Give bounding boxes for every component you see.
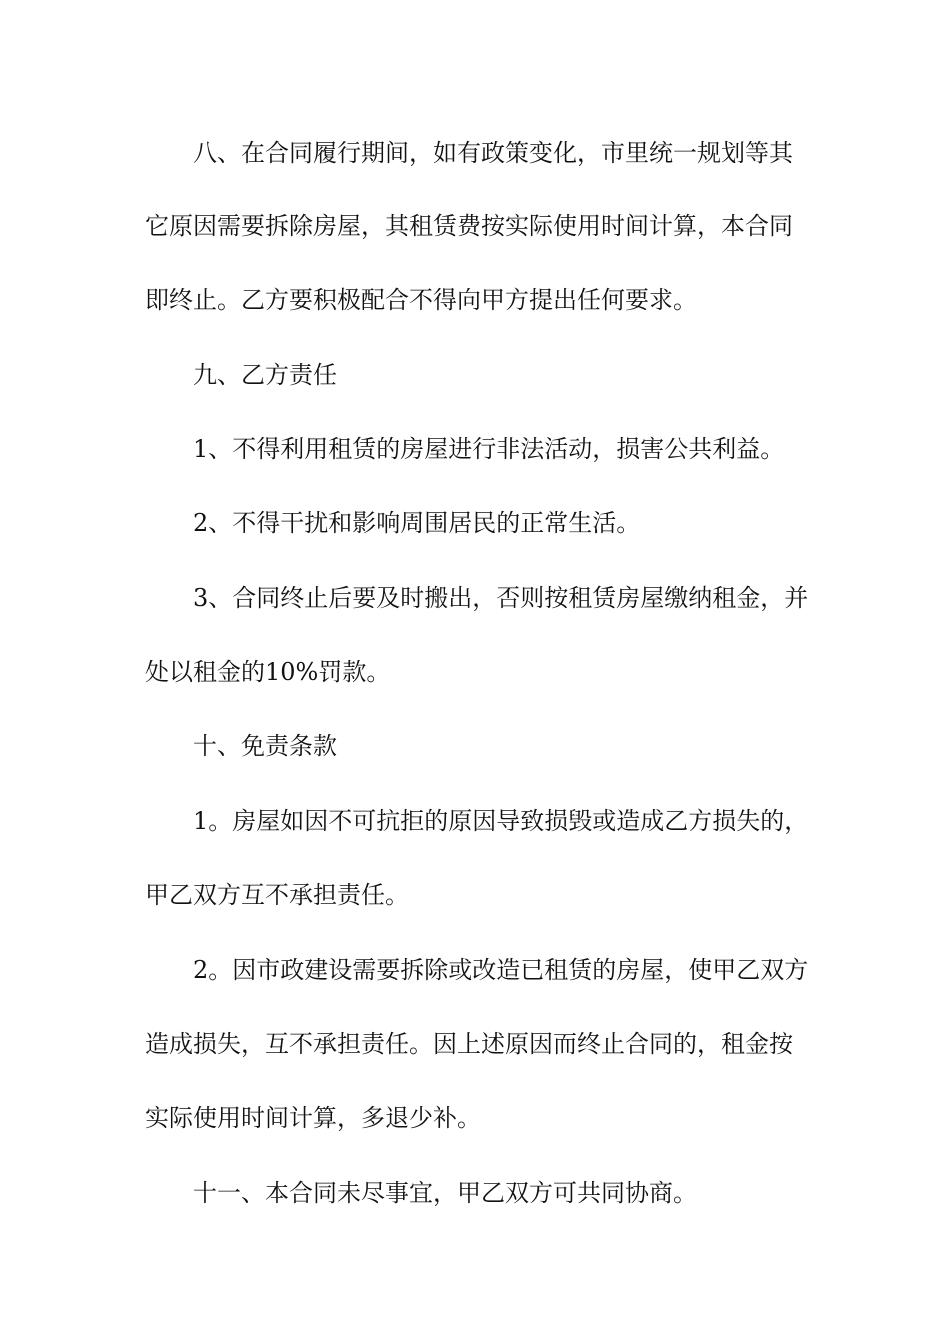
clause-9-item-3-line-2: 处以租金的10%罚款。 [145, 658, 391, 686]
clause-8-line-2: 它原因需要拆除房屋，其租赁费按实际使用时间计算，本合同 [145, 212, 793, 240]
clause-10-item-1-line-1: 1。房屋如因不可抗拒的原因导致损毁或造成乙方损失的， [193, 807, 809, 835]
clause-11: 十一、本合同未尽事宜，甲乙双方可共同协商。 [193, 1179, 697, 1207]
clause-9-item-2: 2、不得干扰和影响周围居民的正常生活。 [193, 509, 641, 537]
clause-9-item-3-line-1: 3、合同终止后要及时搬出，否则按租赁房屋缴纳租金，并 [193, 584, 809, 612]
clause-8-line-1: 八、在合同履行期间，如有政策变化，市里统一规划等其 [193, 139, 793, 167]
clause-9-item-1: 1、不得利用租赁的房屋进行非法活动，损害公共利益。 [193, 435, 785, 463]
clause-10-item-1-line-2: 甲乙双方互不承担责任。 [145, 881, 409, 909]
section-heading-9: 九、乙方责任 [193, 361, 337, 389]
clause-10-item-2-line-1: 2。因市政建设需要拆除或改造已租赁的房屋，使甲乙双方 [193, 956, 809, 984]
section-heading-10: 十、免责条款 [193, 732, 337, 760]
clause-10-item-2-line-2: 造成损失，互不承担责任。因上述原因而终止合同的，租金按 [145, 1030, 793, 1058]
clause-10-item-2-line-3: 实际使用时间计算，多退少补。 [145, 1104, 481, 1132]
clause-8-line-3: 即终止。乙方要积极配合不得向甲方提出任何要求。 [145, 286, 697, 314]
